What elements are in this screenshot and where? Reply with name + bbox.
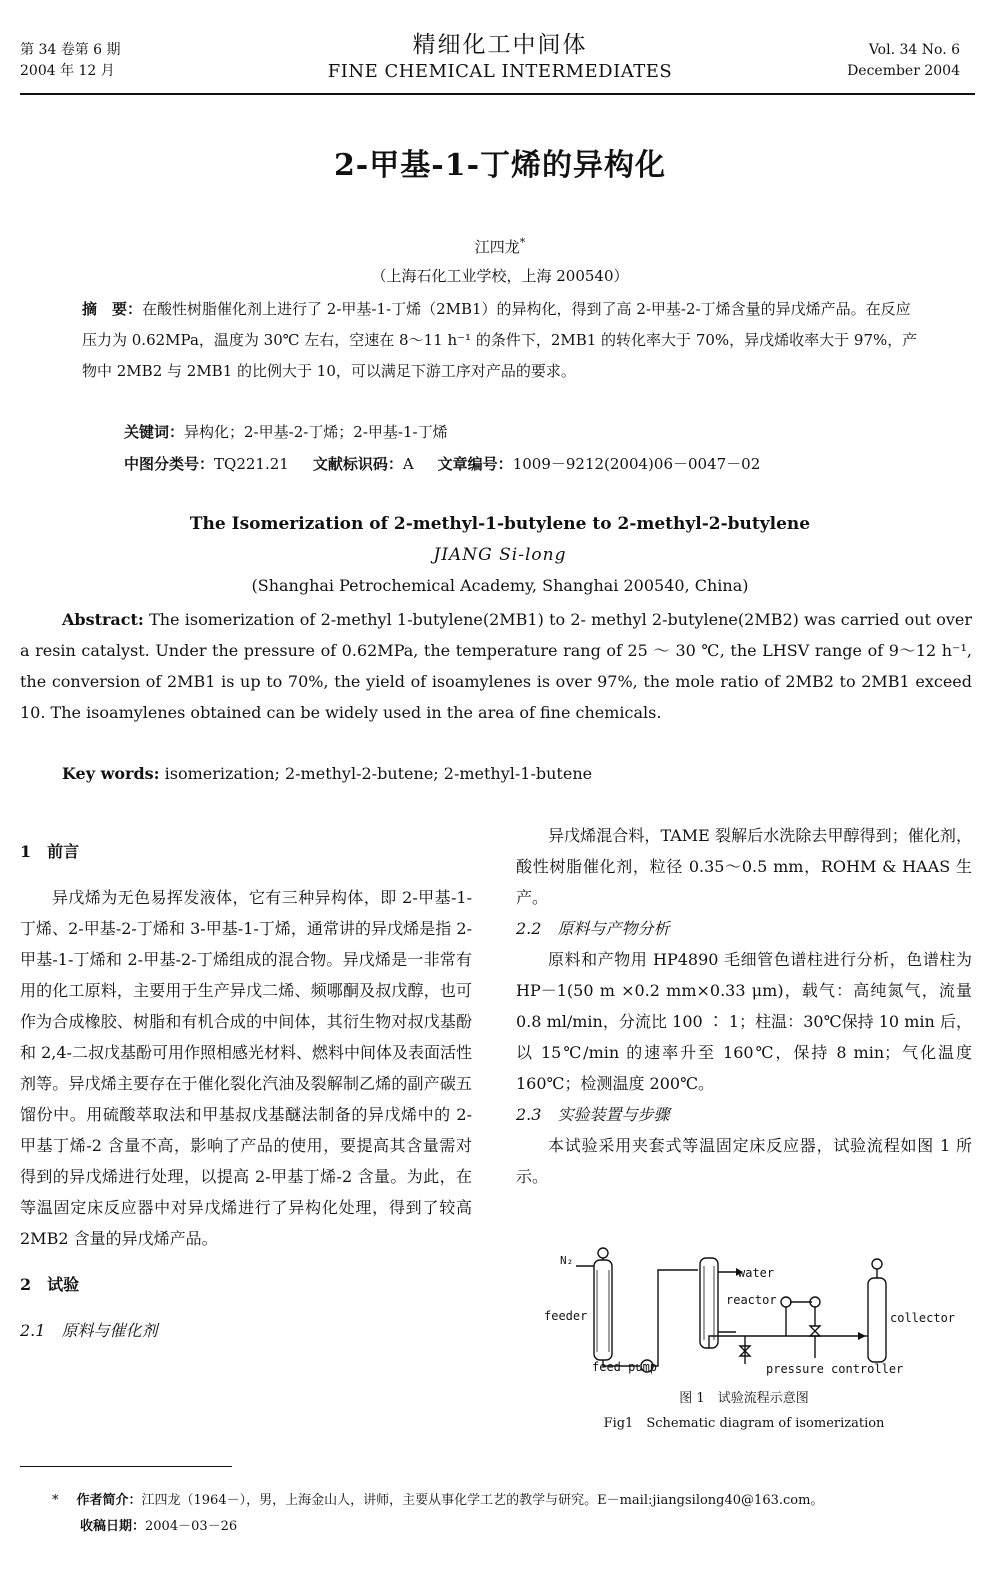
cn-keywords-label: 关键词：: [124, 423, 185, 441]
en-author: JIANG Si-long: [433, 545, 567, 565]
section-1-heading: 1 前言: [20, 842, 80, 861]
header-volume-cn: 第 34 卷第 6 期: [20, 42, 121, 58]
article-number-label: 文章编号：: [437, 455, 513, 473]
header-volume-en-block: [847, 40, 960, 82]
label-pressure-controller: pressure controller: [766, 1362, 904, 1376]
affiliation: （上海石化工业学校，上海 200540）: [371, 267, 629, 285]
label-feed-pump: feed pump: [592, 1360, 658, 1374]
label-n2: N₂: [560, 1254, 574, 1267]
setup-paragraph: 本试验采用夹套式等温固定床反应器，试验流程如图 1 所示。: [516, 1136, 972, 1186]
author-footnote-mark: *: [519, 236, 526, 249]
clc-value: TQ221.21: [214, 455, 289, 473]
en-abstract: [20, 604, 972, 728]
en-title: The Isomerization of 2-methyl-1-butylene to 2-methyl-2-butylene: [189, 514, 811, 534]
cn-keywords-text: 异构化；2-甲基-2-丁烯；2-甲基-1-丁烯: [184, 423, 448, 441]
header-date-en: December 2004: [847, 63, 960, 79]
header-rule: [20, 93, 975, 95]
pressure-control-valve: [810, 1326, 820, 1336]
section-2-heading: 2 试验: [20, 1275, 80, 1294]
clc-label: 中图分类号：: [124, 455, 215, 473]
reactor-outlet-line: [709, 1336, 858, 1348]
footnote-mark: *: [52, 1493, 59, 1508]
materials-paragraph: 异戊烯混合料，TAME 裂解后水洗除去甲醇得到；催化剂，酸性树脂催化剂，粒径 0.35～0.5 mm，ROHM & HAAS 生产。: [516, 826, 972, 907]
en-keywords: [62, 762, 592, 786]
section-2-3-heading: 2.3 实验装置与步骤: [516, 1105, 670, 1124]
header-volume-en: Vol. 34 No. 6: [868, 42, 960, 58]
footnote-bio: [52, 1488, 952, 1514]
pressure-gauge-icon: [781, 1297, 791, 1307]
header-date-cn: 2004 年 12 月: [20, 63, 115, 79]
en-keywords-label: Key words:: [62, 764, 160, 783]
journal-name-en: FINE CHEMICAL INTERMEDIATES: [327, 61, 673, 82]
collector-vessel: [868, 1278, 886, 1362]
paper-title: 2-甲基-1-丁烯的异构化: [333, 148, 667, 183]
figure-1-schematic: [540, 1240, 972, 1385]
article-number-value: 1009－9212(2004)06－0047－02: [512, 455, 761, 473]
cn-abstract-label: 摘 要：: [82, 300, 143, 318]
pump-to-reactor-line: [653, 1270, 698, 1366]
en-abstract-label: Abstract:: [62, 610, 144, 629]
label-water: water: [738, 1266, 775, 1280]
section-2-2-heading: 2.2 原料与产物分析: [516, 919, 670, 938]
intro-paragraph: 异戊烯为无色易挥发液体，它有三种异构体，即 2-甲基-1-丁烯、2-甲基-2-丁烯和 3-甲基-1-丁烯，通常讲的异戊烯是指 2-甲基-1-丁烯和 2-甲基-2-丁烯组成的混合物。异戊烯是一非常有用的化工原料，主要用于生产异戊二烯、频哪酮及叔戊醇，也可作为合成橡胶、树脂和有机合成的中间体，其衍生物对叔戊基酚和 2,4-二叔戊基酚可用作照相感光材料、燃料中间体及表面活性剂等。异戊烯主要存在于催化裂化汽油及裂解制乙烯的副产碳五馏份中。用硫酸萃取法和甲基叔戊基醚法制备的异戊烯中的 2-甲基丁烯-2 含量不高，影响了产品的使用，要提高其含量需对得到的异戊烯进行处理，以提高 2-甲基丁烯-2 含量。为此，在等温固定床反应器中对异戊烯进行了异构化处理，得到了较高 2MB2 含量的异戊烯产品。: [20, 888, 472, 1248]
label-reactor: reactor: [726, 1293, 777, 1307]
section-2-1-heading: 2.1 原料与催化剂: [20, 1321, 158, 1340]
bio-label: 作者简介：: [76, 1493, 142, 1508]
author-line: [0, 236, 1000, 257]
cn-abstract-text: 在酸性树脂催化剂上进行了 2-甲基-1-丁烯（2MB1）的异构化，得到了高 2-甲基-2-丁烯含量的异戊烯产品。在反应压力为 0.62MPa，温度为 30℃ 左右，空速在 8～11 h⁻¹ 的条件下，2MB1 的转化率大于 70%，异戊烯收率大于 97%，产物中 2MB2 与 2MB1 的比例大于 10，可以满足下游工序对产品的要求。: [82, 300, 918, 380]
classification-line: [124, 452, 760, 476]
received-date: 2004－03－26: [145, 1519, 238, 1534]
cn-abstract: [82, 294, 922, 387]
journal-name-cn: 精细化工中间体: [412, 32, 588, 58]
author-name: 江四龙: [474, 238, 520, 256]
collector-gauge: [872, 1259, 882, 1269]
reactor-vessel: [700, 1258, 718, 1348]
label-feeder: feeder: [544, 1309, 588, 1323]
en-keywords-text: isomerization; 2-methyl-2-butene; 2-methyl-1-butene: [164, 764, 593, 783]
feeder-gauge: [598, 1248, 608, 1258]
en-abstract-text: The isomerization of 2-methyl 1-butylene(2MB1) to 2- methyl 2-butylene(2MB2) was carried out over a resin catalyst. Under the pressure of 0.62MPa, the temperature rang of 25 ～ 30 ℃, the LHSV range of 9～12 h⁻¹, the conversion of 2MB1 is up to 70%, the yield of isoamylenes is over 97%, the mole ratio of 2MB2 to 2MB1 exceed 10. The isoamylenes obtained can be widely used in the area of fine chemicals.: [20, 610, 973, 722]
doc-code-value: A: [402, 455, 414, 473]
label-collector: collector: [890, 1311, 956, 1325]
bio-text: 江四龙（1964－），男，上海金山人，讲师，主要从事化学工艺的教学与研究。E－mail:jiangsilong40@163.com。: [141, 1493, 824, 1508]
cn-keywords: [124, 420, 448, 444]
doc-code-label: 文献标识码：: [312, 455, 403, 473]
right-column: [516, 820, 972, 1192]
received-label: 收稿日期：: [80, 1519, 146, 1534]
analysis-paragraph: 原料和产物用 HP4890 毛细管色谱柱进行分析，色谱柱为 HP－1(50 m ×0.2 mm×0.33 μm)，载气：高纯氮气，流量 0.8 ml/min，分流比 100 ∶ 1；柱温：30℃保持 10 min 后，以 15℃/min 的速率升至 160℃，保持 8 min；气化温度 160℃；检测温度 200℃。: [516, 950, 972, 1093]
left-column: [20, 836, 472, 1346]
figure-caption-cn: 图 1 试验流程示意图: [679, 1391, 809, 1406]
figure-caption-en: Fig1 Schematic diagram of isomerization: [603, 1416, 885, 1431]
en-affiliation: (Shanghai Petrochemical Academy, Shanghai 200540, China): [251, 576, 749, 595]
footnote-rule: [20, 1466, 232, 1467]
footnote-received: [80, 1514, 980, 1540]
